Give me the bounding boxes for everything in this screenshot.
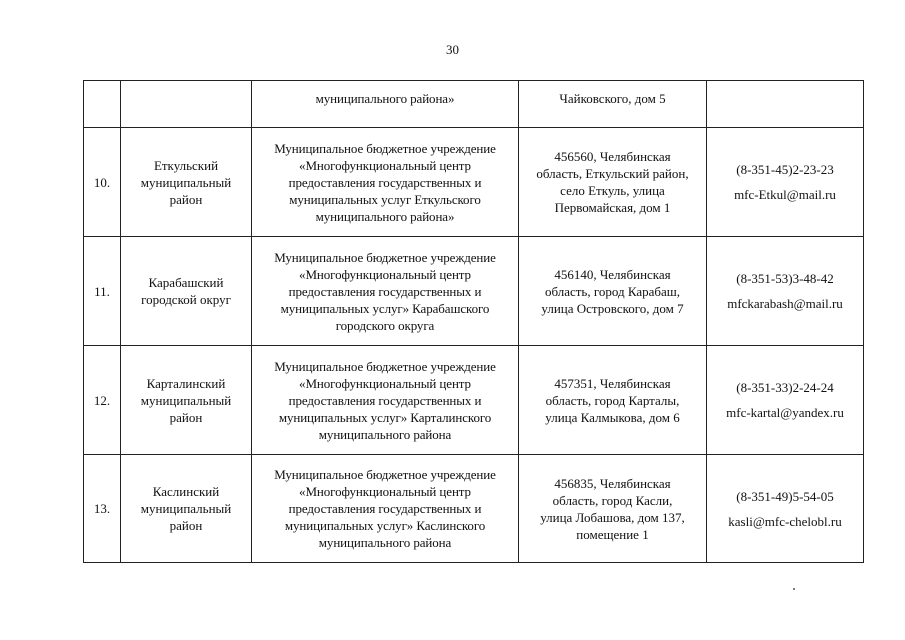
organization-line: муниципального района [318,426,452,442]
page-number: 30 [446,42,459,57]
district-cell [121,128,252,237]
row-number-cell: 11. [84,237,121,346]
district-line: район [169,518,203,533]
district-line: городской округ [141,292,231,307]
address-cell [519,128,707,237]
district-line: муниципальный [140,392,232,408]
address-cell [519,81,707,128]
contacts-cell [707,81,864,128]
district-line: Карабашский [148,275,224,290]
organization-line: предоставления государственных и [288,392,482,408]
district-line: район [169,409,203,425]
organization-line: Муниципальное бюджетное учреждение [274,358,496,374]
organization-line: муниципального района [318,535,452,550]
table-row-continuation [84,81,864,128]
address-line: улица Калмыкова, дом 6 [545,409,680,425]
phone-number: (8-351-33)2-24-24 [736,380,834,395]
organization-line: предоставления государственных и [288,283,482,299]
organization-line: муниципальных услуг» Карабашского [280,300,490,316]
organization-line: муниципальных услуг Еткульского [289,191,481,207]
row-number-cell: 13. [84,455,121,563]
table-row [84,237,864,346]
address-line: область, Еткульский район, [536,166,689,181]
district-cell [121,346,252,455]
address-line: Чайковского, дом 5 [559,91,666,106]
organization-line: муниципальных услуг» Каслинского [284,518,486,533]
organization-cell [252,346,519,455]
address-line: 457351, Челябинская [554,375,671,391]
address-line: область, город Касли, [552,492,673,508]
row-number-cell [84,81,121,128]
organization-line: городского округа [335,317,435,333]
address-line: 456140, Челябинская [554,266,671,282]
contacts-cell [707,237,864,346]
district-line: муниципальный [140,501,232,516]
organization-cell [252,455,519,563]
organization-cell [252,237,519,346]
district-cell [121,455,252,563]
phone-number: (8-351-53)3-48-42 [736,271,834,286]
address-line: область, город Карабаш, [544,283,681,299]
address-cell [519,455,707,563]
address-line: 456835, Челябинская [554,475,671,491]
address-line: помещение 1 [576,526,649,542]
row-number-cell: 12. [84,346,121,455]
district-cell [121,81,252,128]
organization-line: «Многофункциональный центр [299,157,471,173]
district-cell [121,237,252,346]
district-line: Еткульский [153,157,219,173]
organization-line: Муниципальное бюджетное учреждение [274,140,496,156]
address-line: село Еткуль, улица [560,183,665,198]
district-line: район [169,191,203,207]
organization-line: «Многофункциональный центр [299,375,471,391]
address-cell [519,237,707,346]
address-line: улица Лобашова, дом 137, [540,509,685,525]
address-cell [519,346,707,455]
district-line: муниципальный [140,174,232,190]
mfc-table [83,80,864,563]
organization-line: «Многофункциональный центр [299,484,471,499]
organization-cell [252,128,519,237]
phone-number: (8-351-45)2-23-23 [736,162,834,177]
organization-line: Муниципальное бюджетное учреждение [274,249,496,265]
address-line: Первомайская, дом 1 [554,200,671,215]
address-line: область, город Карталы, [545,392,680,408]
district-line: Каслинский [152,484,220,499]
organization-line: Муниципальное бюджетное учреждение [274,467,496,482]
district-line: Карталинский [146,375,226,391]
row-number-cell: 10. [84,128,121,237]
organization-line: муниципальных услуг» Карталинского [278,409,492,425]
email-address: mfc-Etkul@mail.ru [734,187,836,202]
organization-line: предоставления государственных и [288,174,482,190]
phone-number: (8-351-49)5-54-05 [736,488,834,504]
address-line: улица Островского, дом 7 [541,300,684,316]
address-line: 456560, Челябинская [554,149,671,164]
organization-line: «Многофункциональный центр [299,266,471,282]
table-row [84,128,864,237]
organization-line: предоставления государственных и [288,501,482,516]
contacts-cell [707,455,864,563]
organization-cell [252,81,519,128]
email-address: mfc-kartal@yandex.ru [726,405,844,420]
email-address: kasli@mfc-chelobl.ru [728,513,842,529]
scan-speck [793,588,795,590]
contacts-cell [707,346,864,455]
table-row [84,346,864,455]
organization-line: муниципального района» [315,208,455,224]
contacts-cell [707,128,864,237]
organization-line: муниципального района» [315,91,455,106]
email-address: mfckarabash@mail.ru [727,296,843,311]
table-row [84,455,864,563]
